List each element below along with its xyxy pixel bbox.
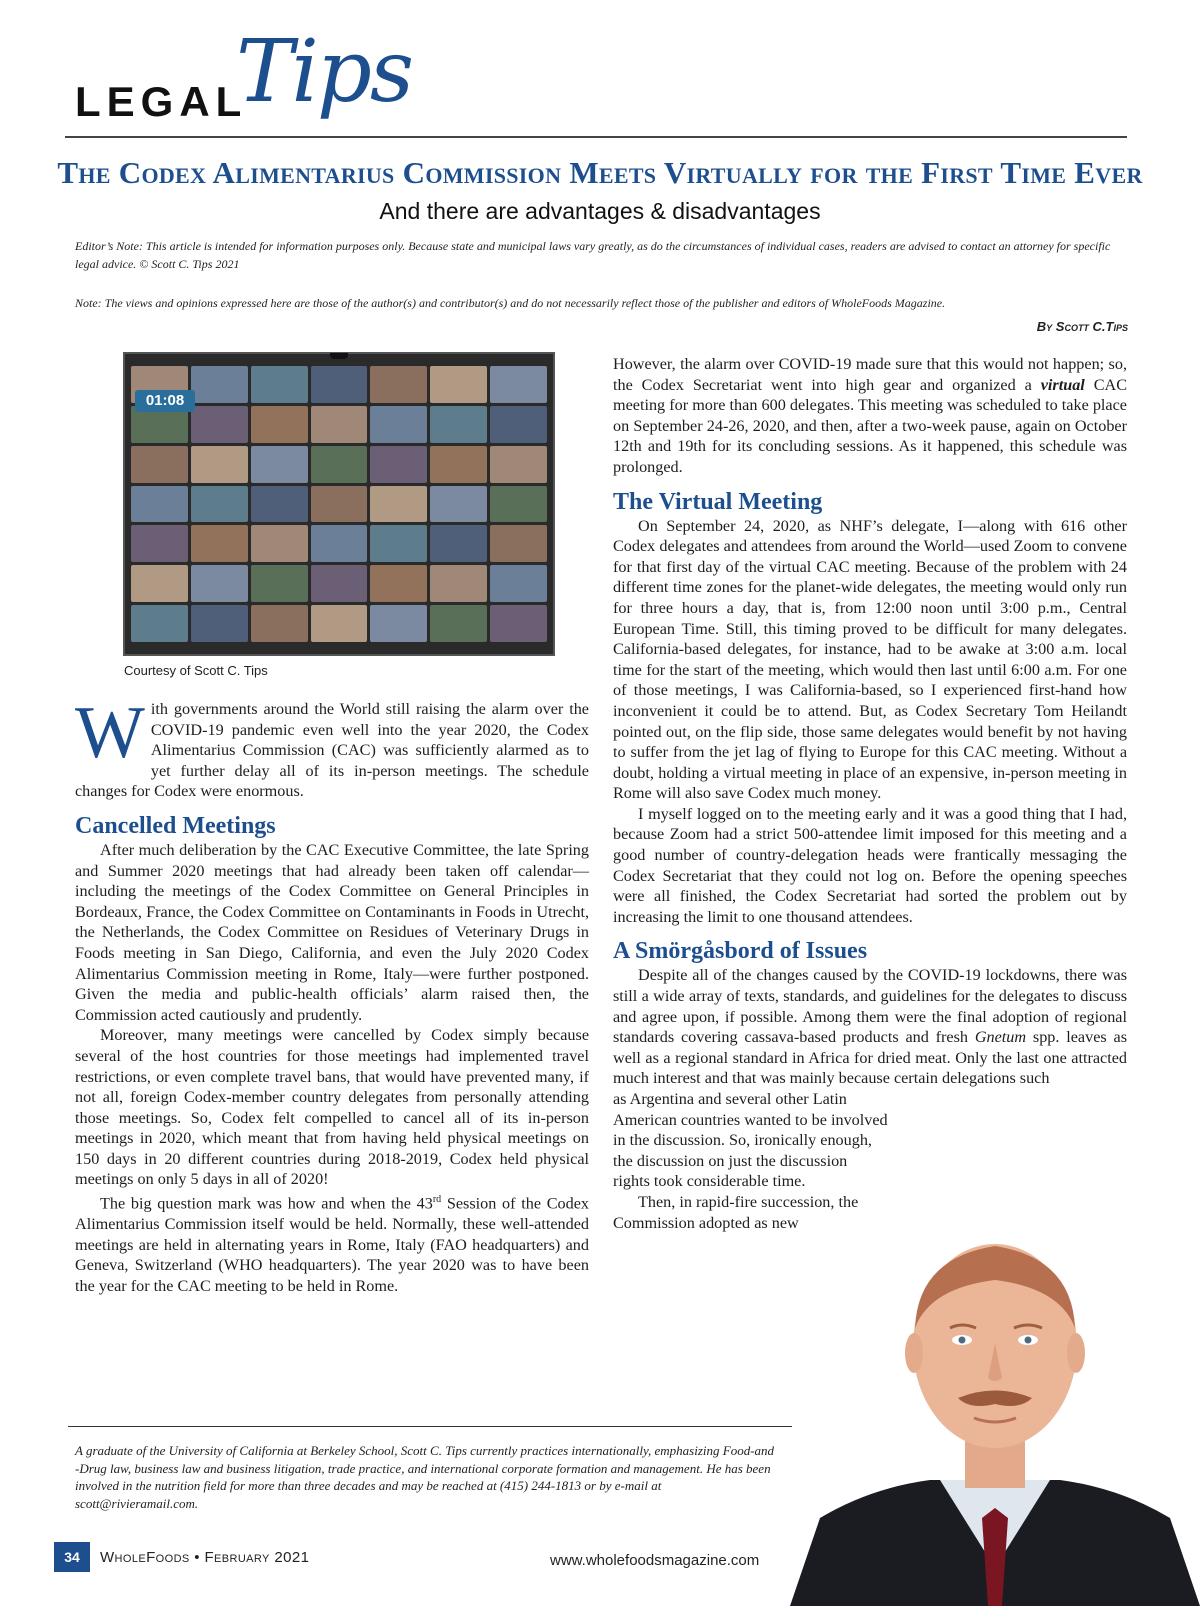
magazine-issue: WholeFoods • February 2021 (100, 1549, 310, 1566)
right-column (613, 354, 1127, 1233)
participant-tile (311, 406, 368, 443)
participant-tile (370, 525, 427, 562)
paragraph: I myself logged on to the meeting early and it was a good thing that I had, because Zoom had a strict 500-attendee limit imposed for this meeting and a good number of country-delegation heads were frantically messaging the Codex Secretariat that they could not log on. Before the opening speeches were all finished, the Codex Secretariat had sorted the problem out by increasing the limit to one thousand attendees. (613, 804, 1127, 926)
heading-virtual-meeting: The Virtual Meeting (613, 488, 823, 515)
participant-tile (311, 366, 368, 403)
paragraph: On September 24, 2020, as NHF’s delegate, I—along with 616 other Codex delegates and attendees from around the World—used Zoom to convene for that first day of the virtual CAC meeting. Because of the problem with 24 different time zones for the planet-wide delegates, the meeting would only run for three hours a day, that is, from 12:00 noon until 3:00 p.m., Central European Time. Still, this timing proved to be difficult for many delegates. California-based delegates, for instance, had to be awake at 3:00 a.m. local time for the start of the meeting, which would then last until 6:00 a.m. For one of those meetings, I was California-based, so I experienced first-hand how inconvenient it could be to attend. But, as Codex Secretary Tom Heilandt pointed out, on the flip side, those same delegates would benefit by not having to suffer from the jet lag of flying to Europe for this CAC meeting. Without a doubt, holding a virtual meeting in place of an expensive, in-person meeting in Rome will also save Codex much money. (613, 516, 1127, 803)
author-portrait (790, 1218, 1200, 1606)
zoom-meeting-photo (123, 352, 555, 656)
article-subtitle: And there are advantages & disadvantages (379, 198, 821, 224)
portrait-illustration (790, 1218, 1200, 1606)
paragraph (75, 1190, 589, 1296)
participant-tile (251, 446, 308, 483)
participant-tile (430, 406, 487, 443)
participant-tile (370, 446, 427, 483)
participant-tile (311, 525, 368, 562)
section-label-legal: LEGAL (75, 78, 248, 125)
byline: By Scott C.Tips (1036, 319, 1128, 334)
participant-tile (191, 486, 248, 523)
participant-tile (311, 446, 368, 483)
participant-tile (370, 565, 427, 602)
heading-cancelled-meetings: Cancelled Meetings (75, 812, 276, 839)
editors-note: Editor’s Note: This article is intended for information purposes only. Because state and municipal laws vary greatly, as do the circumstances of individual cases, readers are advised to contact an attorney for specific legal advice. © Scott C. Tips 2021 (75, 239, 1111, 271)
left-column (75, 692, 589, 1296)
drop-cap: W (75, 692, 145, 774)
emphasis: Gnetum (974, 1028, 1027, 1047)
participant-tile (131, 565, 188, 602)
participant-tile (191, 446, 248, 483)
superscript: rd (432, 1194, 442, 1206)
paragraph: After much deliberation by the CAC Executive Committee, the late Spring and Summer 2020 meetings that had already been taken off calendar—including the meetings of the Codex Committee on General Principles in Bordeaux, France, the Codex Committee on Contaminants in Foods in Utrecht, the Netherlands, the Codex Committee on Residues of Veterinary Drugs in Foods meeting in San Diego, California, and even the July 2020 Codex Alimentarius Commission meeting in Rome, Italy—were further postponed. Given the media and public-health officials’ alarm raised then, the Commission acted cautiously and prudently. (75, 840, 589, 1024)
participant-tile (251, 486, 308, 523)
page-number: 34 (54, 1542, 90, 1572)
participant-tile (311, 486, 368, 523)
participant-tile (370, 406, 427, 443)
participant-tile (131, 486, 188, 523)
participant-tile (191, 525, 248, 562)
participant-tile (251, 366, 308, 403)
article-title: The Codex Alimentarius Commission Meets Virtually for the First Time Ever (57, 155, 1143, 190)
text-run: Despite all of the changes caused by the COVID-19 lockdowns, there was still a wide array of texts, standards, and guidelines for the delegates to discuss and agree upon, if possible. Among them were the final adoption of regional standards covering cassava-based products and fresh (613, 966, 1127, 1047)
paragraph (613, 965, 1127, 1089)
participant-tile (251, 605, 308, 642)
participant-tile (490, 605, 547, 642)
paragraph (613, 354, 1127, 478)
photo-caption: Courtesy of Scott C. Tips (124, 663, 268, 678)
participant-tile (430, 565, 487, 602)
participant-tile (490, 486, 547, 523)
participant-tile (311, 605, 368, 642)
participant-tile (191, 565, 248, 602)
bio-rule (68, 1426, 792, 1427)
participant-tile (430, 605, 487, 642)
webcam-notch (330, 353, 348, 359)
participant-tile (251, 525, 308, 562)
text-run: The big question mark was how and when the 43 (100, 1194, 433, 1213)
participant-tile (370, 366, 427, 403)
text-run: spp. leaves as well as a regional standard in Africa for dried meat. Only the last one attracted much interest and that was mainly because certain delegations such (613, 1028, 1127, 1088)
participant-tile (430, 525, 487, 562)
participant-tile (251, 565, 308, 602)
participant-tile (191, 605, 248, 642)
text-run: CAC meeting for more than 600 delegates. This meeting was scheduled to take place on September 24-26, 2020, and then, after a two-week pause, again on October 12th and 19th for its concluding sessions. As it happened, this schedule was prolonged. (613, 375, 1127, 476)
paragraph: Then, in rapid-fire succession, the Commission adopted as new (613, 1192, 859, 1232)
participant-tile (490, 366, 547, 403)
text-run: Session of the Codex Alimentarius Commission itself would be held. Normally, these well-attended meetings are held in alternating years in Rome, Italy (FAO headquarters) and Geneva, Switzerland (WHO headquarters). The year 2020 was to have been the year for the CAC meeting to be held in Rome. (75, 1194, 589, 1295)
paragraph: as Argentina and several other Latin American countries wanted to be involved in the discussion. So, ironically enough, the discussion on just the discussion rights took considerable time. (613, 1090, 888, 1191)
participant-tile (490, 565, 547, 602)
participant-tile (370, 486, 427, 523)
text-run: However, the alarm over COVID-19 made sure that this would not happen; so, the Codex Secretariat went into high gear and organized a (613, 355, 1127, 394)
views-note: Note: The views and opinions expressed here are those of the author(s) and contributor(s) and do not necessarily reflect those of the publisher and editors of WholeFoods Magazine. (75, 296, 946, 310)
intro-text: ith governments around the World still raising the alarm over the COVID-19 pandemic even well into the year 2020, the Codex Alimentarius Commission (CAC) was sufficiently alarmed as to yet further delay all of its in-person meetings. The schedule changes for Codex were enormous. (75, 700, 589, 801)
participant-tile (490, 446, 547, 483)
header-rule (65, 136, 1127, 138)
participant-tile (430, 366, 487, 403)
participant-tile (370, 605, 427, 642)
participant-tile (131, 605, 188, 642)
intro-paragraph (75, 692, 589, 802)
section-label-tips: Tips (236, 22, 413, 122)
participant-tile (311, 565, 368, 602)
participant-tile (131, 446, 188, 483)
meeting-timer: 01:08 (135, 390, 195, 412)
participant-tile (490, 406, 547, 443)
author-bio: A graduate of the University of California at Berkeley School, Scott C. Tips currently practices internationally, emphasizing Food-and -Drug law, business law and business litigation, trade practice, and international corporate formation and management. He has been involved in the nutrition field for more than three decades and may be reached at (415) 244-1813 or by e-mail at scott@rivieramail.com. (75, 1443, 775, 1511)
participant-tile (191, 366, 248, 403)
paragraph: Moreover, many meetings were cancelled by Codex simply because several of the host countries for those meetings had implemented travel restrictions, or even complete travel bans, that would have prevented many, if not all, foreign Codex-member country delegates from personally attending those meetings. So, Codex felt compelled to cancel all of its in-person meetings in 2020, which meant that from having held physical meetings on 150 days in 20 different countries during 2018-2019, Codex held physical meetings on only 5 days in all of 2020! (75, 1026, 589, 1189)
participant-tile (191, 406, 248, 443)
participant-tile (251, 406, 308, 443)
participant-tile (131, 525, 188, 562)
heading-smorgasbord: A Smörgåsbord of Issues (613, 938, 868, 965)
emphasis: virtual (1040, 375, 1085, 394)
participant-tile (430, 486, 487, 523)
participant-tile (490, 525, 547, 562)
participant-tile (430, 446, 487, 483)
magazine-url[interactable]: www.wholefoodsmagazine.com (550, 1552, 760, 1569)
